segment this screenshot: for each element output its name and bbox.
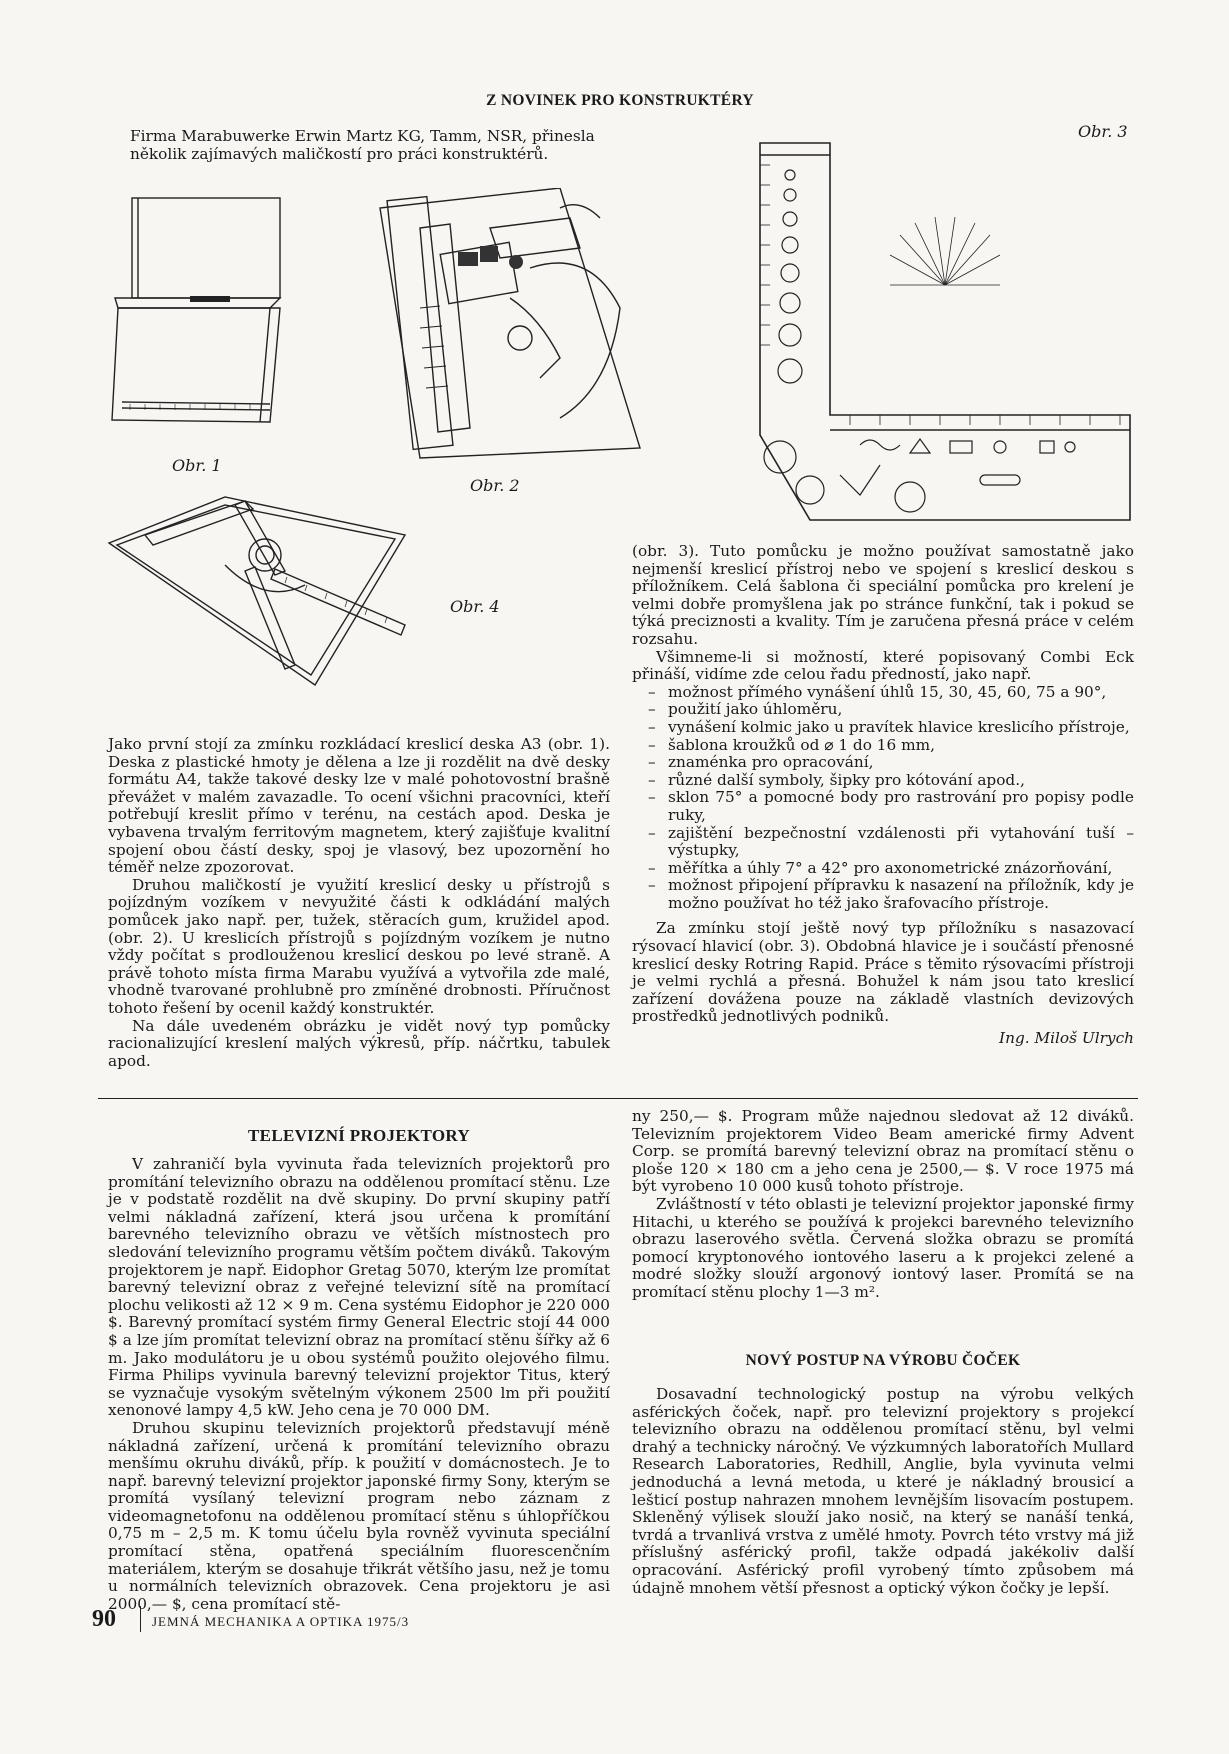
list-item: – různé další symboly, šipky pro kótování apod., xyxy=(648,772,1134,790)
paragraph: Dosavadní technologický postup na výrobu velkých asférických čoček, např. pro televizní projektory s projekcí televizního obrazu na oddělenou promítací stěnu, byl velmi drahý a technicky náročný. Ve výzkumných laboratořích Mullard Research Laboratories, Redhill, Anglie, byla vyvinuta velmi jednoduchá a levná metoda, u které je nákladný brousicí a lešticí postup nahrazen mnohem levnějším lisovacím postupem. Skleněný výlisek slouží jako nosič, na který se nanáší tenká, tvrdá a trvanlivá vrstva z umělé hmoty. Povrch této vrstvy má již příslušný asférický profil, takže odpadá jakékoliv další opracování. Asférický profil vyrobený tímto způsobem má údajně mnohem větší přesnost a optický výkon čočky je lepší. xyxy=(632,1385,1134,1597)
article-title: Z NOVINEK PRO KONSTRUKTÉRY xyxy=(486,92,754,109)
figure-4-drafting-machine xyxy=(105,495,415,695)
list-item: – možnost přímého vynášení úhlů 15, 30, 45, 60, 75 a 90°, xyxy=(648,684,1134,702)
article2-left-column xyxy=(108,1156,610,1613)
author: Ing. Miloš Ulrych xyxy=(999,1029,1134,1048)
list-item: – vynášení kolmic jako u pravítek hlavice kreslicího přístroje, xyxy=(648,719,1134,737)
paragraph: (obr. 3). Tuto pomůcku je možno používat samostatně jako nejmenší kreslicí přístroj nebo ve spojení s kreslicí deskou s příložníkem. Celá šablona či speciální pomůcka pro krelení je velmi dobře promyšlena jak po stránce funkční, tak i pokud se týká preciznosti a kvality. Tím je zaručena přesná práce v celém rozsahu. xyxy=(632,542,1134,648)
paragraph: Za zmínku stojí ještě nový typ příložníku s nasazovací rýsovací hlavicí (obr. 3). Obdobná hlavice je i součástí přenosné kreslicí desky Rotring Rapid. Práce s těmito rýsovacími přístroji je velmi rychlá a přesná. Bohužel k nám jsou tato kreslicí zařízení dovážena pouze na základě vlastních devizových prostředků jednotlivých podniků. xyxy=(632,919,1134,1026)
list-item: – sklon 75° a pomocné body pro rastrování pro popisy podle ruky, xyxy=(648,789,1134,824)
feature-list xyxy=(632,684,1134,913)
list-item: – měřítka a úhly 7° a 42° pro axonometrické znázorňování, xyxy=(648,860,1134,878)
paragraph: Druhou maličkostí je využití kreslicí desky u přístrojů s pojízdným vozíkem v nevyužité části k odkládání malých pomůcek jako např. per, tužek, stěracích gum, kružidel apod. (obr. 2). U kreslicích přístrojů s pojízdným vozíkem je nutno vždy počítat s prodlouženou kreslicí deskou po levé straně. A právě tohoto místa firma Marabu využívá a vytvořila zde malé, vhodně tvarované prohlubně pro zmíněné drobnosti. Příručnost tohoto řešení by ocenil každý konstruktér. xyxy=(108,875,610,1017)
section-divider xyxy=(98,1098,1138,1099)
list-item: – znaménka pro opracování, xyxy=(648,754,1134,772)
paragraph: Na dále uvedeném obrázku je vidět nový typ pomůcky racionalizující kreslení malých výkresů, příp. náčrtku, tabulek apod. xyxy=(108,1016,610,1070)
article-title: NOVÝ POSTUP NA VÝROBU ČOČEK xyxy=(745,1352,1021,1369)
list-item: – použití jako úhloměru, xyxy=(648,701,1134,719)
figure-3-combi-eck-template xyxy=(750,135,1140,535)
article1-right-column xyxy=(632,543,1134,1048)
article-title: TELEVIZNÍ PROJEKTORY xyxy=(248,1126,470,1145)
paragraph: Všimneme-li si možností, které popisovaný Combi Eck přináší, vidíme zde celou řadu předností, jako např. xyxy=(632,647,1134,684)
page-number: 90 xyxy=(92,1606,116,1632)
list-item: – šablona kroužků od ⌀ 1 do 16 mm, xyxy=(648,737,1134,755)
paragraph: Zvláštností v této oblasti je televizní projektor japonské firmy Hitachi, u kterého se používá k projekci barevného televizního obrazu laserového světla. Červená složka obrazu se promítá pomocí kryptonového iontového laseru a k projekci zelené a modré složky slouží argonový iontový laser. Promítá se na promítací stěnu plochy 1—3 m². xyxy=(632,1194,1134,1301)
paragraph: V zahraničí byla vyvinuta řada televizních projektorů pro promítání televizního obrazu na oddělenou promítací stěnu. Lze je v podstatě rozdělit na dvě skupiny. Do první skupiny patří velmi nákladná zařízení, která jsou určena k promítání barevného televizního obrazu ve větších místnostech pro sledování televizního programu větším počtem diváků. Takovým projektorem je např. Eidophor Gretag 5070, kterým lze promítat barevný televizní obraz z veřejné televizní sítě na promítací plochu velikosti až 12 × 9 m. Cena systému Eidophor je 220 000 $. Barevný promítací systém firmy General Electric stojí 44 000 $ a lze jím promítat televizní obraz na promítací stěnu šířky až 6 m. Jako modulátoru je u obou systémů použito olejového filmu. Firma Philips vyvinula barevný televizní projektor Titus, který se vyznačuje vysokým světelným výkonem 2500 lm při použití xenonové lampy 4,5 kW. Jeho cena je 70 000 DM. xyxy=(108,1155,610,1420)
figure-1-caption: Obr. 1 xyxy=(172,456,222,475)
figure-4-caption: Obr. 4 xyxy=(450,597,500,616)
figure-1-folding-board xyxy=(110,190,300,440)
list-item: – možnost připojení přípravku k nasazení na příložník, kdy je možno používat ho též jako šrafovacího přístroje. xyxy=(648,877,1134,912)
footer-separator xyxy=(140,1606,141,1632)
article2-right-column xyxy=(632,1108,1134,1302)
figure-2-caption: Obr. 2 xyxy=(470,476,520,495)
journal-title: JEMNÁ MECHANIKA A OPTIKA 1975/3 xyxy=(152,1614,410,1629)
paragraph: Druhou skupinu televizních projektorů představují méně nákladná zařízení, určená k promítání televizního obrazu menšímu okruhu diváků, příp. k použití v domácnostech. Je to např. barevný televizní projektor japonské firmy Sony, kterým se promítá vysílaný televizní program nebo záznam z videomagnetofonu na oddělenou promítací stěnu s úhlopříčkou 0,75 m – 2,5 m. K tomu účelu byla rovněž vyvinuta speciální promítací stěna, opatřená speciálním fluorescenčním materiálem, kterým se dosahuje třikrát většího jasu, než je tomu u normálních televizních obrazovek. Cena projektoru je asi 2000,— $, cena promítací stě- xyxy=(108,1418,610,1613)
paragraph: ny 250,— $. Program může najednou sledovat až 12 diváků. Televizním projektorem Video Beam americké firmy Advent Corp. se promítá barevný televizní obraz na promítací stěnu o ploše 120 × 180 cm a jeho cena je 2500,— $. V roce 1975 má být vyrobeno 10 000 kusů tohoto přístroje. xyxy=(632,1107,1134,1196)
paragraph: Jako první stojí za zmínku rozkládací kreslicí deska A3 (obr. 1). Deska z plastické hmoty je dělena a lze ji rozdělit na dvě desky formátu A4, takže takové desky lze v malé pohotovostní brašně převážet v malém zavazadle. To ocení všichni pracovníci, kteří potřebují kreslit přímo v terénu, na cestách apod. Deska je vybavena trvalým ferritovým magnetem, který zajišťuje kvalitní spojení obou částí desky, spoj je vlasový, bez upozornění ho téměř nelze zpozorovat. xyxy=(108,735,610,877)
figure-2-drawing-device xyxy=(360,188,650,478)
article1-left-column xyxy=(108,736,610,1070)
list-item: – zajištění bezpečnostní vzdálenosti při vytahování tuší – výstupky, xyxy=(648,825,1134,860)
article-intro: Firma Marabuwerke Erwin Martz KG, Tamm, NSR, přinesla několik zajímavých maličkostí pro práci konstruktérů. xyxy=(130,127,595,163)
figure-3-caption: Obr. 3 xyxy=(1078,122,1128,141)
article3-column xyxy=(632,1386,1134,1597)
